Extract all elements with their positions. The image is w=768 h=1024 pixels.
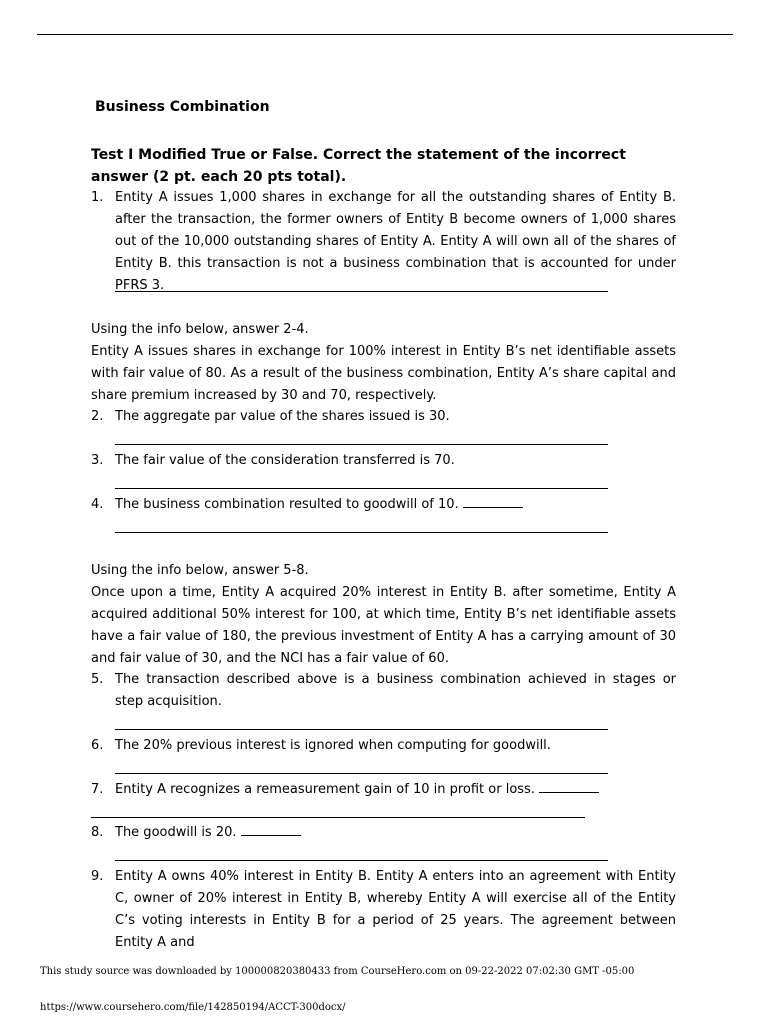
question-1 (91, 187, 676, 297)
question-number: 8. (91, 825, 104, 840)
answer-line-6[interactable] (115, 773, 608, 774)
question-text: The fair value of the consideration transferred is 70. (115, 453, 455, 468)
question-5 (91, 669, 676, 713)
question-8 (91, 822, 676, 844)
question-text: The aggregate par value of the shares issued is 30. (115, 409, 450, 424)
info-body-2-4: Entity A issues shares in exchange for 100% interest in Entity B’s net identifiable assets with fair value of 80. As a result of the business combination, Entity A’s share capital and share premium increased by 30 and 70, respectively. (91, 344, 676, 403)
question-text: Entity A owns 40% interest in Entity B. Entity A enters into an agreement with Entity C, owner of 20% interest in Entity B, whereby Entity A will exercise all of the Entity C’s voting interests in Entity B for a period of 25 years. The agreement between Entity A and (115, 869, 676, 950)
footer-source: This study source was downloaded by 100000820380433 from CourseHero.com on 09-22-2022 07:02:30 GMT -05:00 (40, 966, 635, 977)
info-intro-5-8: Using the info below, answer 5-8. (91, 563, 309, 578)
answer-line-8[interactable] (115, 860, 608, 861)
question-3 (91, 450, 676, 472)
document-title: Business Combination (95, 99, 270, 115)
answer-line-7[interactable] (91, 817, 585, 818)
info-body-5-8: Once upon a time, Entity A acquired 20% interest in Entity B. after sometime, Entity A acquired additional 50% interest for 100, at which time, Entity B’s net identifiable assets have a fair value of 180, the previous investment of Entity A has a carrying amount of 30 and fair value of 30, and the NCI has a fair value of 60. (91, 585, 676, 666)
inline-answer-blank[interactable] (539, 780, 599, 793)
answer-line-3[interactable] (115, 488, 608, 489)
question-text: The business combination resulted to goodwill of 10. (115, 497, 459, 512)
info-intro-2-4: Using the info below, answer 2-4. (91, 322, 309, 337)
inline-answer-blank[interactable] (463, 495, 523, 508)
question-2 (91, 406, 676, 428)
question-number: 4. (91, 497, 104, 512)
question-7 (91, 779, 676, 801)
top-rule (37, 34, 733, 35)
answer-line-5[interactable] (115, 729, 608, 730)
question-4 (91, 494, 676, 516)
question-text: The goodwill is 20. (115, 825, 237, 840)
answer-line-1[interactable] (115, 291, 608, 292)
question-number: 5. (91, 672, 104, 687)
question-number: 9. (91, 869, 104, 884)
question-text: The transaction described above is a business combination achieved in stages or step acquisition. (115, 672, 676, 709)
question-number: 1. (91, 190, 104, 205)
question-number: 7. (91, 782, 104, 797)
question-number: 6. (91, 738, 104, 753)
inline-answer-blank[interactable] (241, 823, 301, 836)
question-text: The 20% previous interest is ignored when computing for goodwill. (115, 738, 551, 753)
question-text: Entity A recognizes a remeasurement gain of 10 in profit or loss. (115, 782, 535, 797)
footer-url[interactable]: https://www.coursehero.com/file/142850194/ACCT-300docx/ (40, 1002, 346, 1013)
test-heading: Test I Modified True or False. Correct the statement of the incorrect answer (2 pt. each 20 pts total). (91, 147, 626, 185)
answer-line-2[interactable] (115, 444, 608, 445)
question-number: 2. (91, 409, 104, 424)
question-6 (91, 735, 676, 757)
question-number: 3. (91, 453, 104, 468)
question-9 (91, 866, 676, 954)
answer-line-4[interactable] (115, 532, 608, 533)
question-text: Entity A issues 1,000 shares in exchange for all the outstanding shares of Entity B. after the transaction, the former owners of Entity B become owners of 1,000 shares out of the 10,000 outstanding shares of Entity A. Entity A will own all of the shares of Entity B. this transaction is not a business combination that is accounted for under PFRS 3. (115, 190, 676, 293)
